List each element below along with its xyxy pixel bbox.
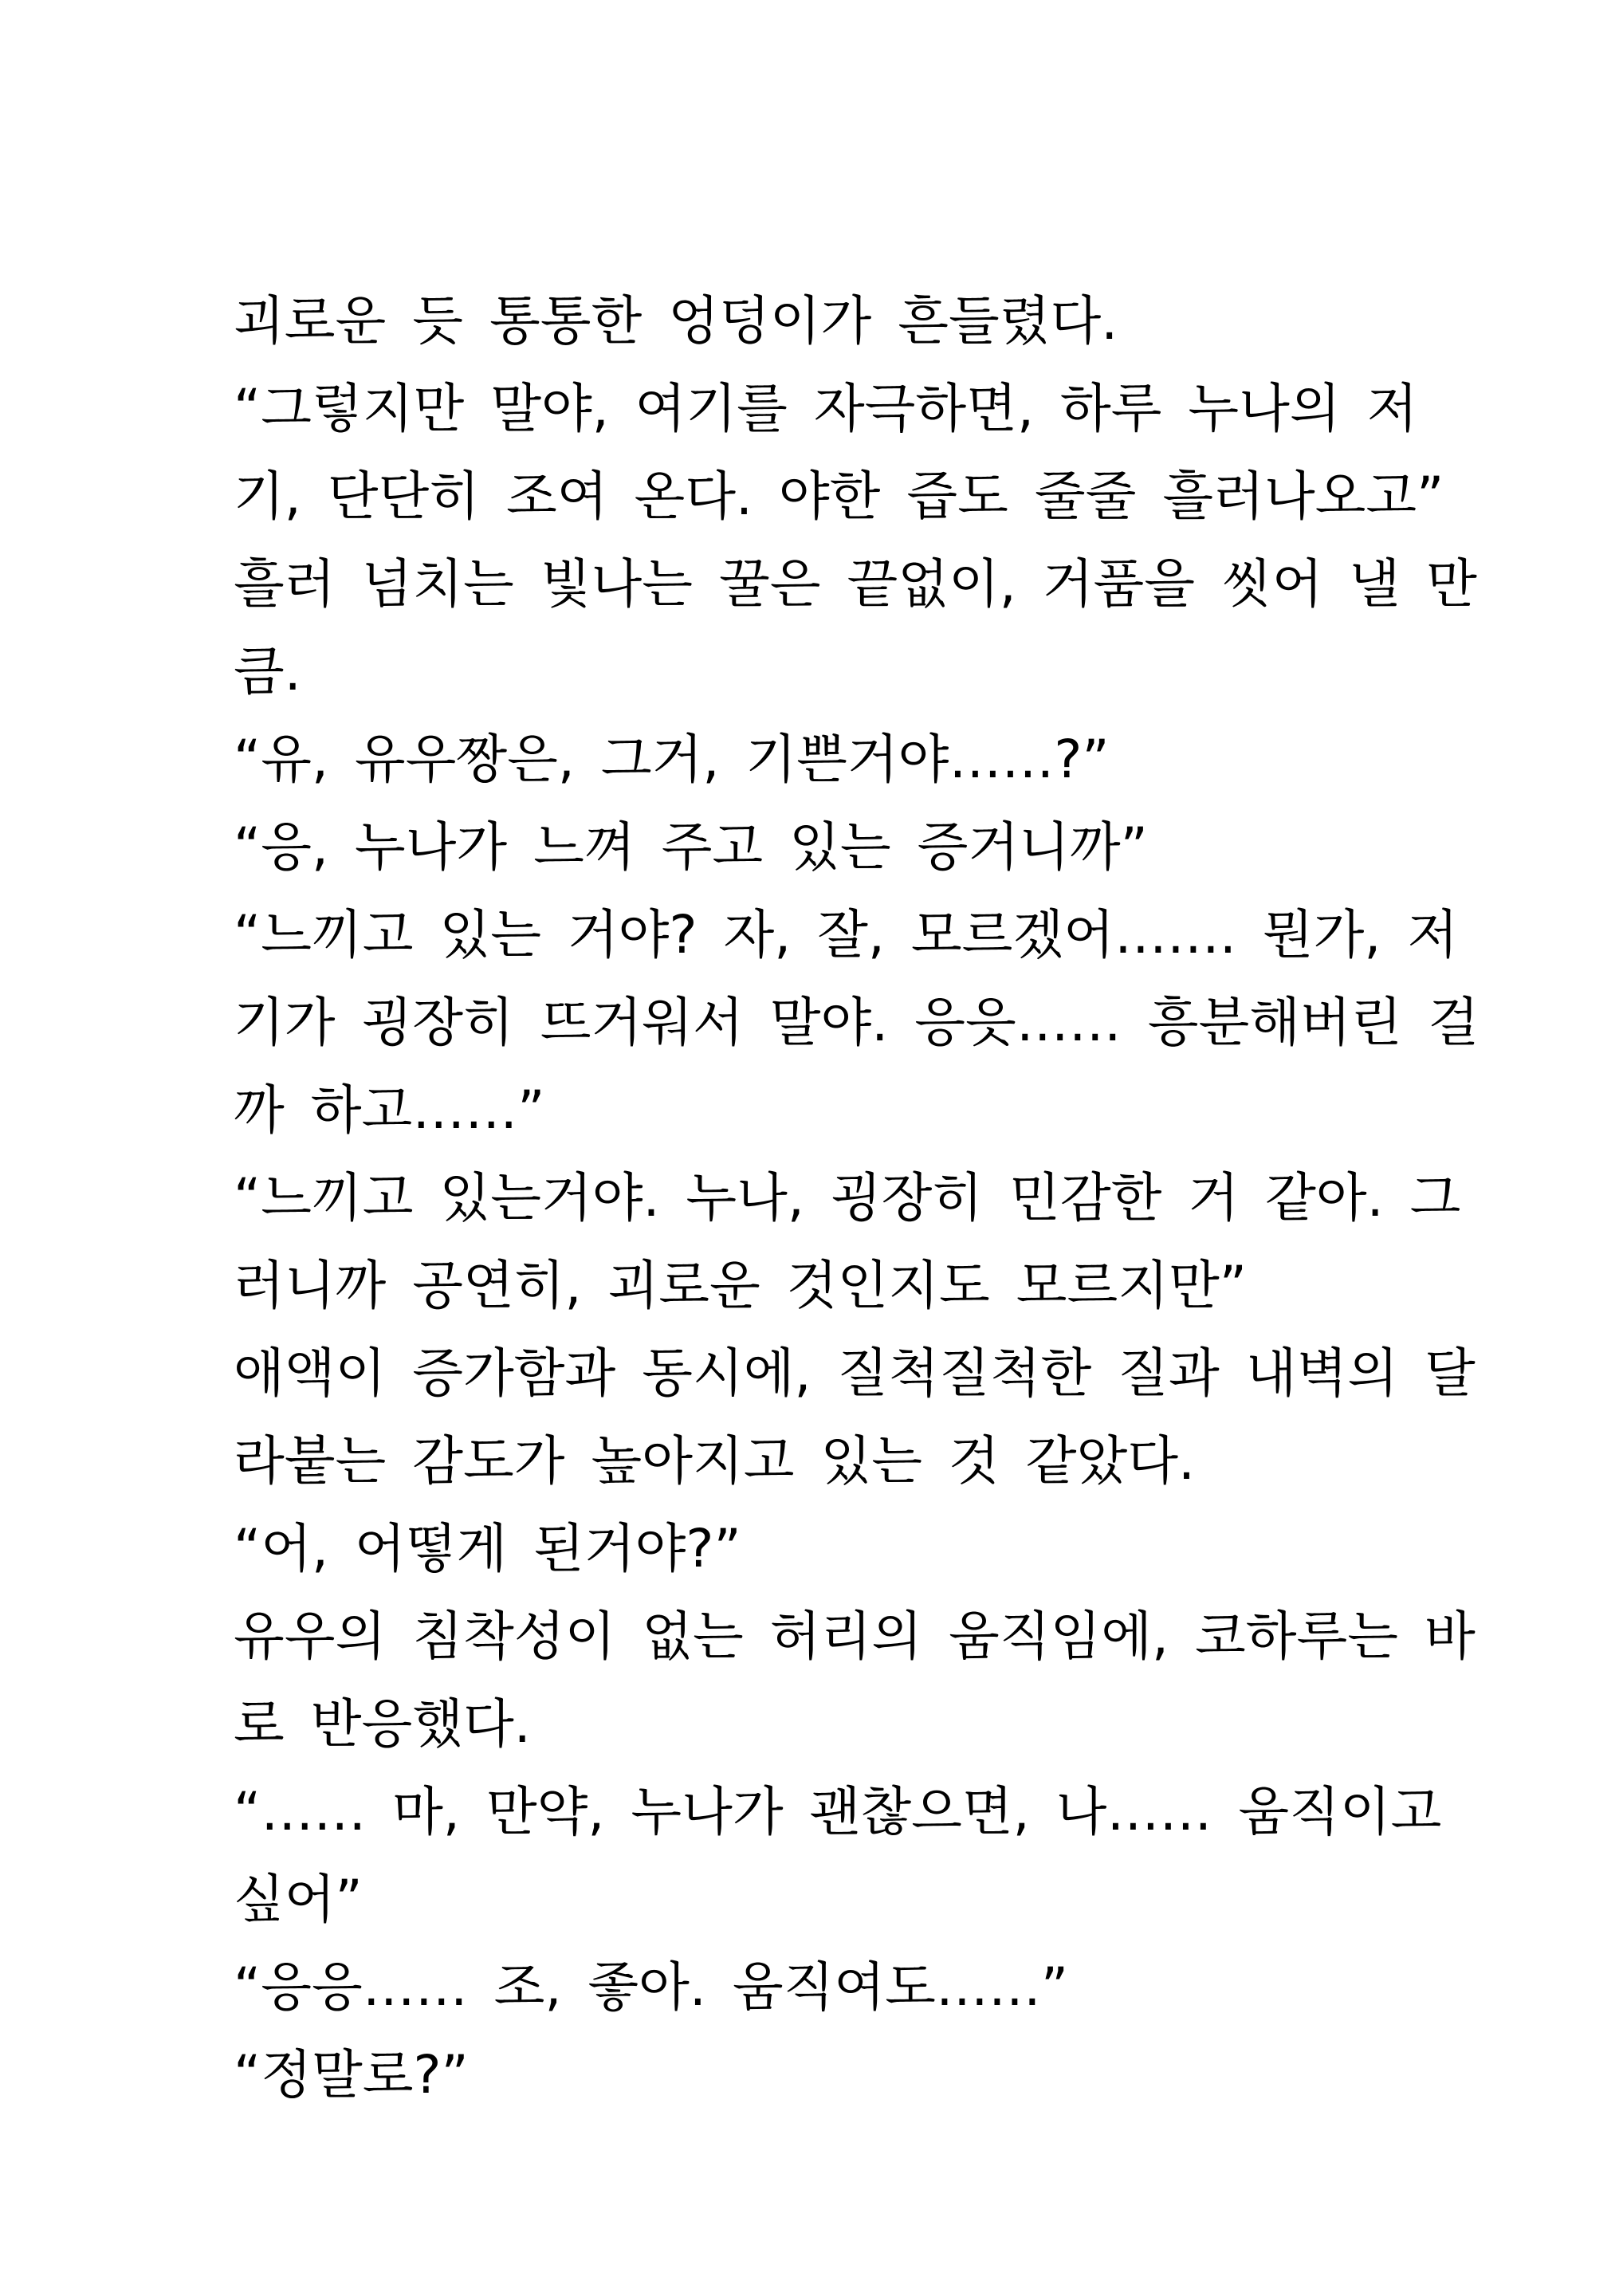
text-line: 괴로운 듯 통통한 엉덩이가 흔들렸다. — [234, 290, 1118, 352]
text-line: 러니까 공연히, 괴로운 것인지도 모르지만” — [234, 1255, 1247, 1316]
text-line: “그렇지만 말야, 여기를 자극하면, 하루 누나의 저 — [234, 378, 1418, 439]
body-text — [234, 277, 1480, 2119]
text-line: “어, 어떻게 된거야?” — [234, 1518, 741, 1579]
text-line: “응, 누나가 느껴 주고 있는 증거니까” — [234, 816, 1148, 878]
text-line: 라붙는 감도가 높아지고 있는 것 같았다. — [234, 1430, 1195, 1492]
text-line: “정말로?” — [234, 2044, 469, 2105]
text-line: 기, 단단히 조여 온다. 야한 즙도 줄줄 흘러나오고” — [234, 466, 1444, 527]
text-line: “…… 마, 만약, 누나가 괜찮으면, 나…… 움직이고 — [234, 1781, 1442, 1842]
text-line: 애액이 증가함과 동시에, 질척질척한 질과 내벽의 달 — [234, 1343, 1476, 1404]
text-line: 큼. — [234, 641, 301, 702]
text-line: “느끼고 있는거야. 누나, 굉장히 민감한 거 같아. 그 — [234, 1167, 1461, 1229]
text-line: 흘러 넘치는 빛나는 꿀은 끝없이, 거품을 씻어 낼 만 — [234, 553, 1477, 615]
text-line: “응응…… 조, 좋아. 움직여도……” — [234, 1956, 1069, 2018]
text-line: 유우의 침착성이 없는 허리의 움직임에, 코하루는 바 — [234, 1606, 1476, 1667]
text-line: “유, 유우짱은, 그거, 기쁜거야……?” — [234, 729, 1110, 790]
text-line: 로 반응했다. — [234, 1693, 531, 1755]
text-line: “느끼고 있는 거야? 자, 잘, 모르겠어……. 뭔가, 저 — [234, 904, 1459, 965]
text-line: 기가 굉장히 뜨거워서 말야. 응읏…… 흥분해버린 걸 — [234, 992, 1480, 1053]
text-line: 싶어” — [234, 1869, 363, 1930]
text-line: 까 하고……” — [234, 1079, 545, 1141]
